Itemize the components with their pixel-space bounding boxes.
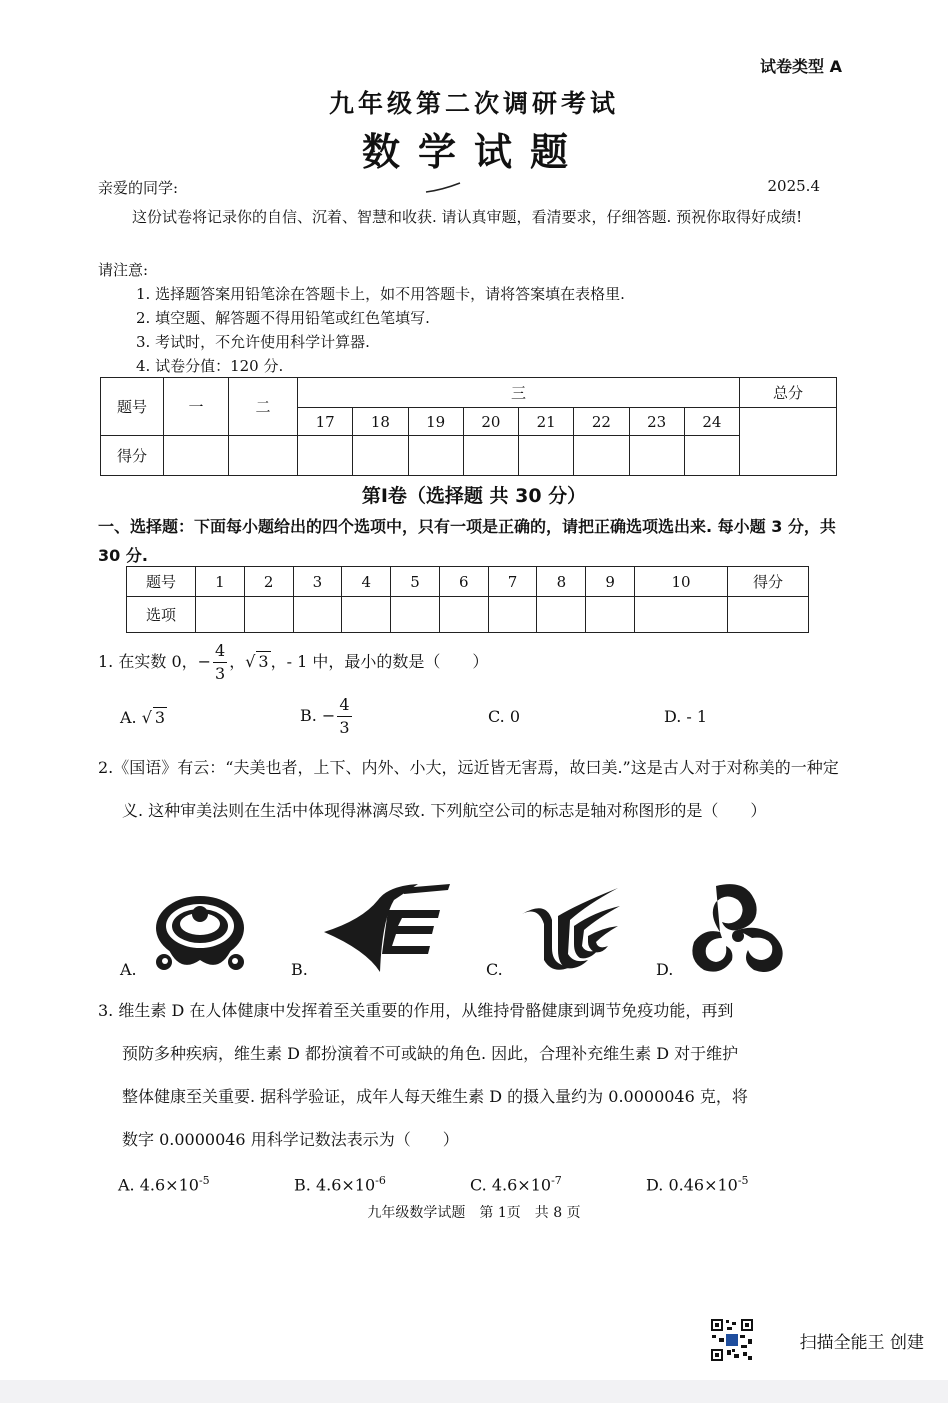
exam-date: 2025.4: [767, 177, 820, 195]
score-table-sub-number: 20: [463, 408, 518, 436]
notice-item: 2. 填空题、解答题不得用铅笔或红色笔填写.: [136, 309, 430, 327]
q3-line: 预防多种疾病，维生素 D 都扮演着不可或缺的角色. 因此，合理补充维生素 D 对于维护: [122, 1044, 739, 1063]
pen-stroke-mark: [424, 180, 464, 196]
bottom-bar: [0, 1380, 948, 1403]
question-3: [98, 989, 842, 1161]
q1-option-a[interactable]: A. √ 3: [120, 708, 166, 727]
airline-logo-b-icon[interactable]: [322, 880, 454, 974]
answer-table-number: 2: [244, 567, 293, 597]
q2-option-c-label[interactable]: C.: [486, 960, 503, 979]
score-cell[interactable]: [164, 436, 229, 476]
notice-item: 4. 试卷分值：120 分.: [136, 357, 284, 375]
sqrt-radicand: 3: [258, 652, 269, 671]
total-score-cell[interactable]: [740, 408, 837, 476]
score-table-sub-number: 21: [519, 408, 574, 436]
score-table-sub-number: 19: [408, 408, 463, 436]
answer-cell[interactable]: [439, 597, 488, 633]
qr-code-icon: [710, 1318, 754, 1362]
answer-score-cell[interactable]: [728, 597, 809, 633]
score-table-sub-number: 23: [629, 408, 684, 436]
q1-prefix: 1. 在实数 0，: [98, 652, 198, 671]
score-table-part-two: 二: [229, 378, 298, 436]
airline-logo-c-icon[interactable]: [518, 884, 624, 976]
score-cell[interactable]: [298, 436, 353, 476]
q3-option-c[interactable]: C. $4.6\times 10^{-7}$: [470, 1174, 562, 1195]
scanner-watermark: 扫描全能王 创建: [799, 1333, 924, 1353]
score-table-part-three: 三: [298, 378, 740, 408]
q2-option-b-label[interactable]: B.: [291, 960, 308, 979]
score-cell[interactable]: [353, 436, 408, 476]
q3-line: 整体健康至关重要. 据科学验证，成年人每天维生素 D 的摄入量约为 0.0000046 克，将: [122, 1087, 748, 1106]
q2-option-d-label[interactable]: D.: [656, 960, 674, 979]
fraction: $\frac{4}{3}$: [215, 641, 226, 683]
answer-cell[interactable]: [635, 597, 728, 633]
q2-option-a-label[interactable]: A.: [120, 960, 137, 979]
score-table-sub-number: 24: [684, 408, 739, 436]
answer-cell[interactable]: [342, 597, 391, 633]
answer-cell[interactable]: [488, 597, 537, 633]
score-cell[interactable]: [229, 436, 298, 476]
score-table-score-label: 得分: [101, 436, 164, 476]
answer-table-number-label: 题号: [127, 567, 196, 597]
score-table-sub-number: 17: [298, 408, 353, 436]
answer-cell[interactable]: [391, 597, 440, 633]
score-table-number-label: 题号: [101, 378, 164, 436]
answer-table-number: 10: [635, 567, 728, 597]
question-2: 2.《国语》有云：“夫美也者，上下、内外、小大，远近皆无害焉，故曰美.”这是古人对于对称美的一种定义. 这种审美法则在生活中体现得淋漓尽致. 下列航空公司的标志是轴对称图形的是（ ）: [98, 758, 839, 820]
score-table-part-one: 一: [164, 378, 229, 436]
answer-table-number: 8: [537, 567, 586, 597]
airline-logo-a-icon[interactable]: [150, 888, 250, 980]
greeting: 亲爱的同学:: [98, 179, 179, 197]
score-cell[interactable]: [463, 436, 518, 476]
score-cell[interactable]: [408, 436, 463, 476]
answer-table-number: 4: [342, 567, 391, 597]
score-cell[interactable]: [629, 436, 684, 476]
answer-table-number: 5: [391, 567, 440, 597]
q3-option-d[interactable]: D. $0.46\times 10^{-5}$: [646, 1174, 749, 1195]
q3-option-b[interactable]: B. $4.6\times 10^{-6}$: [294, 1174, 386, 1195]
part-one-instruction: 一、选择题：下面每小题给出的四个选项中，只有一项是正确的，请把正确选项选出来. 每小题 3 分，共 30 分.: [98, 517, 836, 565]
answer-cell[interactable]: [537, 597, 586, 633]
subject-title: 数学试题: [361, 130, 586, 174]
q1-option-c[interactable]: C. 0: [488, 707, 521, 726]
answer-table: [126, 566, 809, 633]
score-table-sub-number: 18: [353, 408, 408, 436]
paper-type-label: 试卷类型 A: [760, 57, 842, 76]
notice-title: 请注意:: [98, 261, 149, 279]
q3-line: 3. 维生素 D 在人体健康中发挥着至关重要的作用，从维持骨骼健康到调节免疫功能，再到: [98, 1001, 734, 1020]
answer-cell[interactable]: [196, 597, 245, 633]
notice-item: 3. 考试时，不允许使用科学计算器.: [136, 333, 370, 351]
answer-table-number: 3: [293, 567, 342, 597]
answer-cell[interactable]: [586, 597, 635, 633]
score-cell[interactable]: [519, 436, 574, 476]
score-table-sub-number: 22: [574, 408, 629, 436]
answer-table-number: 7: [488, 567, 537, 597]
question-1: 1. 在实数 0，− $\frac{4}{3}$ ，√ 3 ，- 1 中，最小的数是（ ）: [98, 641, 489, 683]
score-table: [100, 377, 837, 476]
exam-title: 九年级第二次调研考试: [328, 89, 619, 118]
airline-logo-d-icon[interactable]: [686, 880, 790, 976]
q3-line: 数字 0.0000046 用科学记数法表示为（ ）: [122, 1130, 459, 1149]
q3-option-a[interactable]: A. $4.6\times 10^{-5}$: [118, 1174, 210, 1195]
q1-suffix: ，- 1 中，最小的数是（ ）: [270, 652, 489, 671]
answer-table-option-label: 选项: [127, 597, 196, 633]
intro-message: 这份试卷将记录你的自信、沉着、智慧和收获. 请认真审题，看清要求，仔细答题. 预祝你取得好成绩!: [132, 208, 803, 226]
page-footer: 九年级数学试题 第 1页 共 8 页: [367, 1205, 581, 1221]
section-heading: 第Ⅰ卷（选择题 共 30 分）: [361, 485, 587, 507]
q1-option-b[interactable]: B. − $\frac{4}{3}$: [300, 695, 350, 737]
score-cell[interactable]: [574, 436, 629, 476]
score-cell[interactable]: [684, 436, 739, 476]
answer-table-number: 9: [586, 567, 635, 597]
notice-item: 1. 选择题答案用铅笔涂在答题卡上，如不用答题卡，请将答案填在表格里.: [136, 285, 625, 303]
answer-table-number: 1: [196, 567, 245, 597]
answer-table-number: 6: [439, 567, 488, 597]
answer-cell[interactable]: [244, 597, 293, 633]
q1-option-d[interactable]: D. - 1: [664, 707, 708, 726]
answer-cell[interactable]: [293, 597, 342, 633]
score-table-total: 总分: [740, 378, 837, 408]
answer-table-score-label: 得分: [728, 567, 809, 597]
